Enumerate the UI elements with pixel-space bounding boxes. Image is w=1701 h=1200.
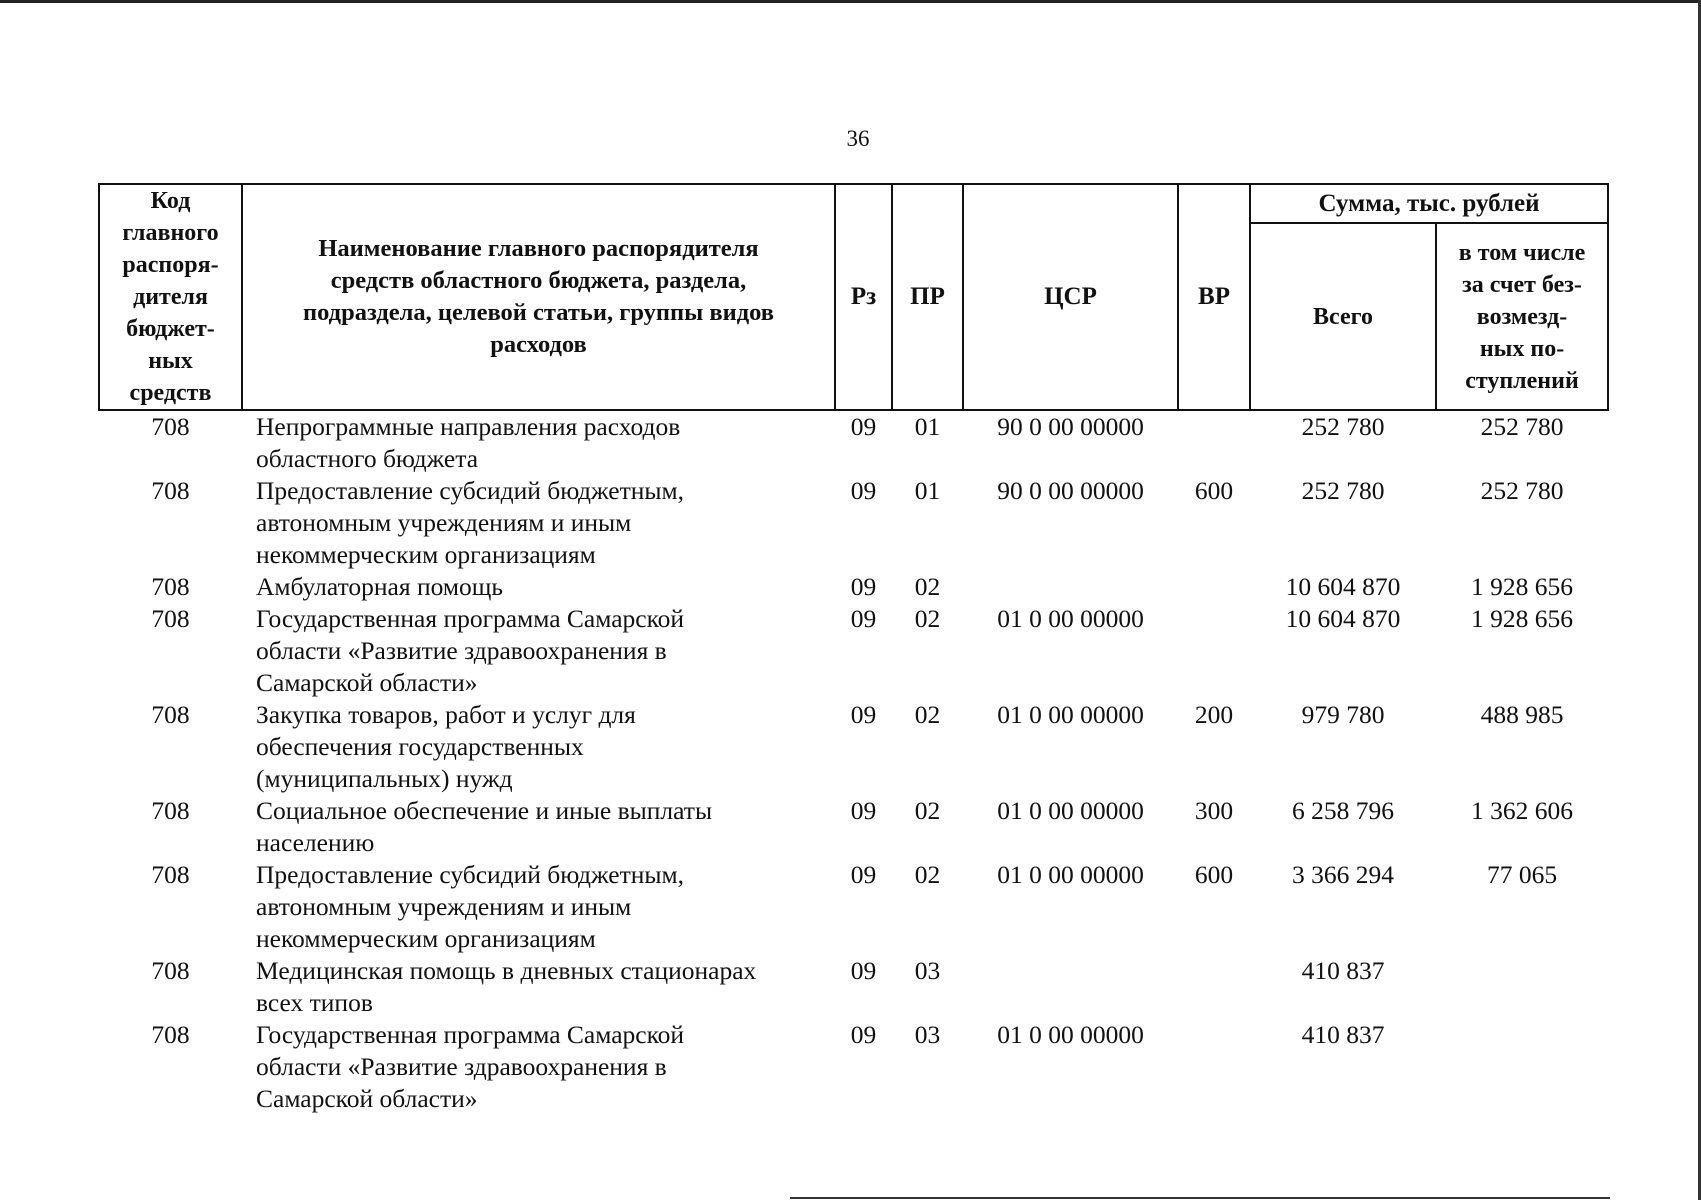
cell-csr (963, 571, 1178, 603)
cell-code: 708 (151, 1020, 190, 1049)
header-total: Всего (1250, 223, 1436, 410)
cell-pr: 01 (914, 412, 941, 441)
cell-name-line: некоммерческим организациям (256, 540, 596, 569)
cell-total: 979 780 (1301, 700, 1385, 729)
cell-rz: 09 (850, 700, 877, 729)
table-row (99, 699, 1608, 795)
cell-code: 708 (151, 860, 190, 889)
table-header (99, 184, 1608, 410)
cell-total: 252 780 (1301, 476, 1385, 505)
table-row (99, 795, 1608, 859)
cell-name (242, 955, 835, 1019)
cell-name-line: Предоставление субсидий бюджетным, (256, 476, 685, 505)
cell-pr: 02 (914, 796, 941, 825)
cell-total: 252 780 (1301, 412, 1385, 441)
cell-csr: 01 0 00 00000 (997, 796, 1144, 825)
cell-name-line: Социальное обеспечение и иные выплаты (256, 796, 713, 825)
cell-csr: 90 0 00 00000 (997, 476, 1144, 505)
cell-name (242, 1019, 835, 1115)
table-row (99, 955, 1608, 1019)
table-row (99, 475, 1608, 571)
cell-rz: 09 (850, 604, 877, 633)
table-row (99, 859, 1608, 955)
header-vr: ВР (1178, 184, 1250, 410)
header-code: Код главного распоря- дителя бюджет- ных средств (99, 184, 242, 410)
header-csr: ЦСР (963, 184, 1178, 410)
cell-grants (1436, 1019, 1608, 1115)
cell-name-line: Самарской области» (256, 1084, 478, 1113)
cell-total: 6 258 796 (1292, 796, 1394, 825)
cell-name-line: автономным учреждениям и иным (256, 508, 632, 537)
cell-vr (1178, 955, 1250, 1019)
cell-name-line: Непрограммные направления расходов (256, 412, 681, 441)
cell-grants: 1 928 656 (1471, 604, 1573, 633)
cell-name-line: обеспечения государственных (256, 732, 584, 761)
table-body (99, 410, 1608, 1115)
cell-vr: 300 (1194, 796, 1234, 825)
cell-rz: 09 (850, 956, 877, 985)
cell-name (242, 859, 835, 955)
cell-vr (1178, 603, 1250, 699)
cell-name (242, 603, 835, 699)
cell-csr: 01 0 00 00000 (997, 860, 1144, 889)
table-row (99, 571, 1608, 603)
cell-grants (1436, 955, 1608, 1019)
cell-vr (1178, 571, 1250, 603)
cell-name-line: (муниципальных) нужд (256, 764, 513, 793)
cell-rz: 09 (850, 1020, 877, 1049)
cell-name-line: Предоставление субсидий бюджетным, (256, 860, 685, 889)
cell-vr: 600 (1194, 476, 1234, 505)
header-grants: в том числе за счет без- возмезд- ных по- ступлений (1436, 223, 1608, 410)
cell-csr: 90 0 00 00000 (997, 412, 1144, 441)
cell-grants: 77 065 (1486, 860, 1558, 889)
header-rz: Рз (835, 184, 892, 410)
cell-pr: 03 (914, 1020, 941, 1049)
cell-rz: 09 (850, 412, 877, 441)
cell-rz: 09 (850, 796, 877, 825)
cell-name-line: Самарской области» (256, 668, 478, 697)
table-row (99, 603, 1608, 699)
cell-name (242, 699, 835, 795)
cell-rz: 09 (850, 572, 877, 601)
cell-code: 708 (151, 572, 190, 601)
cell-name-line: Государственная программа Самарской (256, 1020, 685, 1049)
budget-table (98, 183, 1609, 1115)
table-row (99, 410, 1608, 475)
cell-grants: 1 928 656 (1471, 572, 1573, 601)
cell-name-line: Государственная программа Самарской (256, 604, 685, 633)
cell-csr (963, 955, 1178, 1019)
scan-top-edge (0, 0, 1701, 3)
cell-grants: 1 362 606 (1471, 796, 1573, 825)
cell-grants: 252 780 (1480, 476, 1564, 505)
header-pr: ПР (892, 184, 963, 410)
cell-code: 708 (151, 604, 190, 633)
cell-rz: 09 (850, 860, 877, 889)
cell-name-line: Закупка товаров, работ и услуг для (256, 700, 636, 729)
cell-name-line: области «Развитие здравоохранения в (256, 636, 667, 665)
cell-pr: 02 (914, 860, 941, 889)
cell-name-line: Медицинская помощь в дневных стационарах (256, 956, 757, 985)
cell-total: 10 604 870 (1285, 572, 1401, 601)
cell-vr (1178, 1019, 1250, 1115)
cell-name (242, 571, 835, 603)
table-row (99, 1019, 1608, 1115)
page-number: 36 (846, 126, 870, 151)
cell-pr: 01 (914, 476, 941, 505)
cell-name-line: автономным учреждениям и иным (256, 892, 632, 921)
cell-grants: 252 780 (1480, 412, 1564, 441)
cell-pr: 02 (914, 604, 941, 633)
cell-csr: 01 0 00 00000 (997, 604, 1144, 633)
cell-name-line: областного бюджета (256, 444, 479, 473)
cell-total: 410 837 (1301, 956, 1385, 985)
footer-rule (790, 1197, 1610, 1199)
header-name: Наименование главного распорядителя средств областного бюджета, раздела, подраздела, целевой статьи, группы видов расходов (242, 184, 835, 410)
cell-name-line: Амбулаторная помощь (256, 572, 504, 601)
cell-code: 708 (151, 476, 190, 505)
cell-code: 708 (151, 956, 190, 985)
cell-name-line: населению (256, 828, 375, 857)
cell-vr: 200 (1194, 700, 1234, 729)
cell-name (242, 795, 835, 859)
cell-name (242, 410, 835, 475)
cell-total: 3 366 294 (1292, 860, 1394, 889)
cell-csr: 01 0 00 00000 (997, 700, 1144, 729)
cell-pr: 03 (914, 956, 941, 985)
header-sum: Сумма, тыс. рублей (1250, 184, 1608, 223)
cell-csr: 01 0 00 00000 (997, 1020, 1144, 1049)
cell-pr: 02 (914, 700, 941, 729)
cell-vr (1178, 410, 1250, 475)
cell-vr: 600 (1194, 860, 1234, 889)
cell-name-line: всех типов (256, 988, 373, 1017)
cell-code: 708 (151, 796, 190, 825)
cell-total: 410 837 (1301, 1020, 1385, 1049)
cell-pr: 02 (914, 572, 941, 601)
cell-rz: 09 (850, 476, 877, 505)
cell-name-line: некоммерческим организациям (256, 924, 596, 953)
cell-name-line: области «Развитие здравоохранения в (256, 1052, 667, 1081)
cell-total: 10 604 870 (1285, 604, 1401, 633)
cell-name (242, 475, 835, 571)
cell-code: 708 (151, 412, 190, 441)
cell-code: 708 (151, 700, 190, 729)
cell-grants: 488 985 (1480, 700, 1564, 729)
